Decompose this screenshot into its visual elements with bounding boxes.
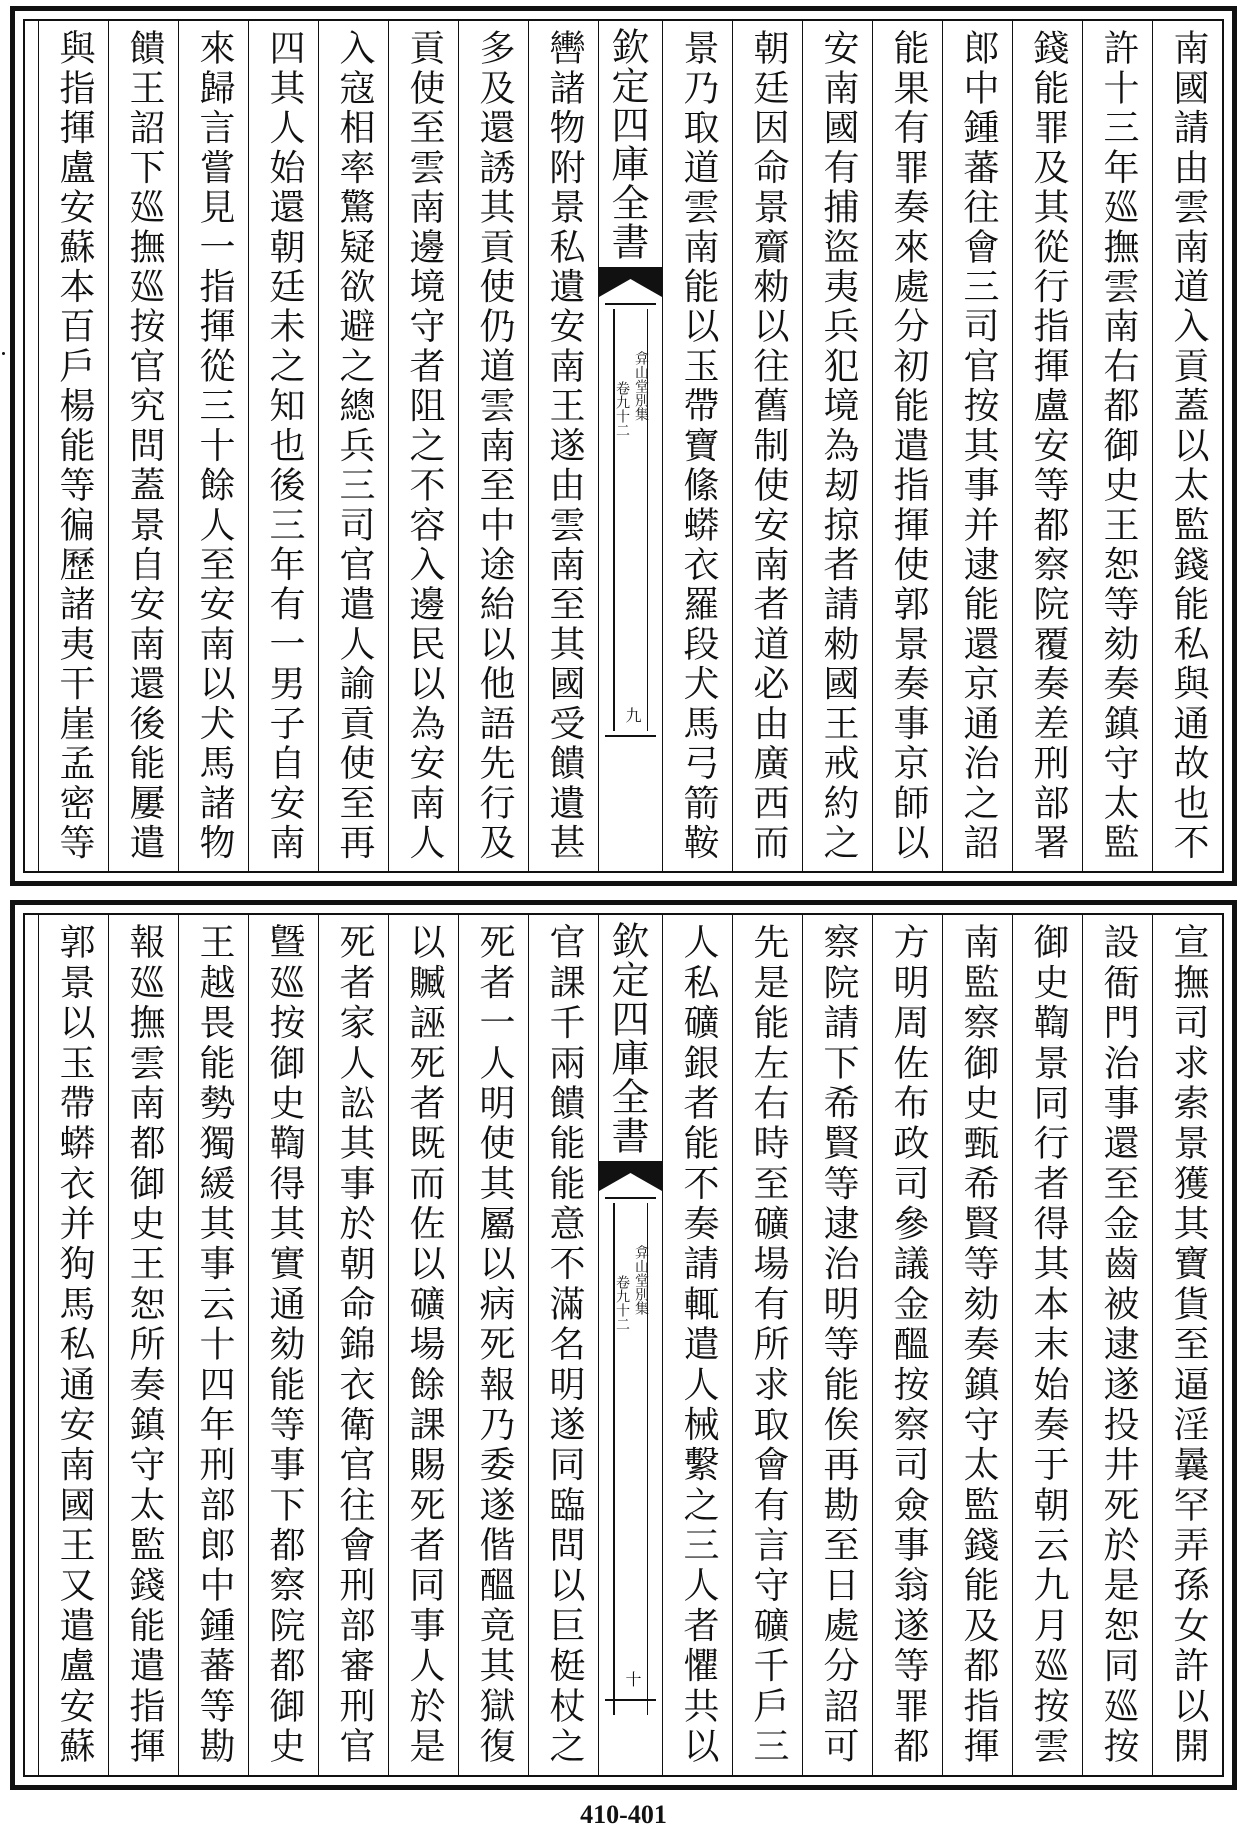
text-column (1152, 21, 1222, 871)
text-column (662, 915, 732, 1775)
page-number-rule (605, 1699, 656, 1701)
text-column (38, 915, 108, 1775)
column-text: 王越畏能勢獨緩其事云十四年刑部郎中鍾蕃等勘 (194, 923, 235, 1767)
column-text: 來歸言嘗見一指揮從三十餘人至安南以犬馬諸物 (194, 29, 235, 863)
text-column (38, 21, 108, 871)
column-text: 入寇相率驚疑欲避之總兵三司官遣人諭貢使至再 (334, 29, 375, 863)
text-column (1012, 915, 1082, 1775)
text-column (178, 21, 248, 871)
sub-title: 弇山堂別集 (633, 1245, 649, 1315)
column-text: 四其人始還朝廷未之知也後三年有一男子自安南 (264, 29, 305, 863)
column-text: 安南國有捕盜夷兵犯境為刼掠者請勑國王戒約之 (818, 29, 859, 863)
text-column (802, 915, 872, 1775)
column-text: 報廵撫雲南都御史王恕所奏鎮守太監錢能遣指揮 (124, 923, 165, 1767)
column-text: 多及還誘其貢使仍道雲南至中途紿以他語先行及 (474, 29, 515, 863)
column-text: 御史鞫景同行者得其本末始奏于朝云九月廵按雲 (1028, 923, 1069, 1767)
column-text: 方明周佐布政司參議金醞按察司僉事翁遂等罪都 (888, 923, 929, 1767)
bottom-page (10, 900, 1237, 1790)
center-margin-column (598, 21, 662, 871)
text-column (388, 915, 458, 1775)
column-text: 朝廷因命景齎勑以往舊制使安南者道必由廣西而 (748, 29, 789, 863)
text-column (1082, 915, 1152, 1775)
text-column (732, 915, 802, 1775)
column-text: 郭景以玉帶蟒衣并狗馬私通安南國王又遣盧安蘇 (54, 923, 95, 1767)
text-column (178, 915, 248, 1775)
text-column (108, 21, 178, 871)
text-column (1012, 21, 1082, 871)
margin-speck (2, 352, 5, 355)
text-column (108, 915, 178, 1775)
page-number: 九 (623, 707, 642, 723)
center-rule-left (613, 309, 615, 731)
column-text: 官課千兩饋能能意不滿名明遂同臨問以巨梃杖之 (544, 923, 585, 1767)
column-text: 先是能左右時至礦場有所求取會有言守礦千戶三 (748, 923, 789, 1767)
column-text: 死者一人明使其屬以病死報乃委遂偕醞竟其獄復 (474, 923, 515, 1767)
page-number: 十 (623, 1671, 642, 1687)
column-text: 能果有罪奏來處分初能遣指揮使郭景奏事京師以 (888, 29, 929, 863)
text-column (528, 21, 598, 871)
text-column (528, 915, 598, 1775)
text-column (802, 21, 872, 871)
column-text: 南國請由雲南道入貢蓋以太監錢能私與通故也不 (1168, 29, 1209, 863)
fish-tail-mark (599, 267, 662, 297)
volume-number: 卷九十二 (614, 1275, 630, 1331)
text-column (942, 915, 1012, 1775)
column-text: 貢使至雲南邊境守者阻之不容入邊民以為安南人 (404, 29, 445, 863)
text-column (458, 21, 528, 871)
text-column (872, 21, 942, 871)
column-text: 曁廵按御史鞫得其實通劾能等事下都察院都御史 (264, 923, 305, 1767)
page-number-rule (605, 735, 656, 737)
sub-title: 弇山堂別集 (633, 351, 649, 421)
text-column (872, 915, 942, 1775)
text-column (388, 21, 458, 871)
column-text: 饋王詔下廵撫廵按官究問蓋景自安南還後能屢遣 (124, 29, 165, 863)
column-text: 宣撫司求索景獲其寶貨至逼淫曩罕弄孫女許以開 (1168, 923, 1209, 1767)
text-column (248, 21, 318, 871)
top-page-frame (23, 19, 1224, 873)
center-margin-column (598, 915, 662, 1775)
column-text: 以贓誣死者既而佐以礦場餘課賜死者同事人於是 (404, 923, 445, 1767)
text-column (458, 915, 528, 1775)
fish-tail-rule (605, 303, 656, 305)
text-column (318, 21, 388, 871)
bottom-page-frame (23, 913, 1224, 1777)
column-text: 南監察御史甄希賢等劾奏鎮守太監錢能及都指揮 (958, 923, 999, 1767)
text-column (732, 21, 802, 871)
text-column (942, 21, 1012, 871)
page-code: 410-401 (580, 1800, 667, 1829)
text-column (662, 21, 732, 871)
column-text: 錢能罪及其從行指揮盧安等都察院覆奏差刑部署 (1028, 29, 1069, 863)
column-text: 許十三年廵撫雲南右都御史王恕等劾奏鎮守太監 (1098, 29, 1139, 863)
book-title: 欽定四庫全書 (605, 27, 649, 261)
top-page-columns (25, 21, 1222, 871)
book-title: 欽定四庫全書 (605, 921, 649, 1155)
text-column (1152, 915, 1222, 1775)
text-column (248, 915, 318, 1775)
column-text: 轡諸物附景私遺安南王遂由雲南至其國受饋遺甚 (544, 29, 585, 863)
fish-tail-rule (605, 1197, 656, 1199)
column-text: 人私礦銀者能不奏請輒遣人械繫之三人者懼共以 (678, 923, 719, 1767)
fish-tail-mark (599, 1161, 662, 1191)
text-column (1082, 21, 1152, 871)
column-text: 郎中鍾蕃往會三司官按其事并逮能還京通治之詔 (958, 29, 999, 863)
column-text: 景乃取道雲南能以玉帶寶絛蟒衣羅段犬馬弓箭鞍 (678, 29, 719, 863)
column-text: 察院請下希賢等逮治明等能俟再勘至日處分詔可 (818, 923, 859, 1767)
volume-number: 卷九十二 (614, 381, 630, 437)
top-page (10, 6, 1237, 886)
column-text: 死者家人訟其事於朝命錦衣衛官往會刑部審刑官 (334, 923, 375, 1767)
column-text: 與指揮盧安蘇本百戶楊能等徧歷諸夷干崖孟密等 (54, 29, 95, 863)
column-text: 設衙門治事還至金齒被逮遂投井死於是恕同廵按 (1098, 923, 1139, 1767)
text-column (318, 915, 388, 1775)
bottom-page-columns (25, 915, 1222, 1775)
